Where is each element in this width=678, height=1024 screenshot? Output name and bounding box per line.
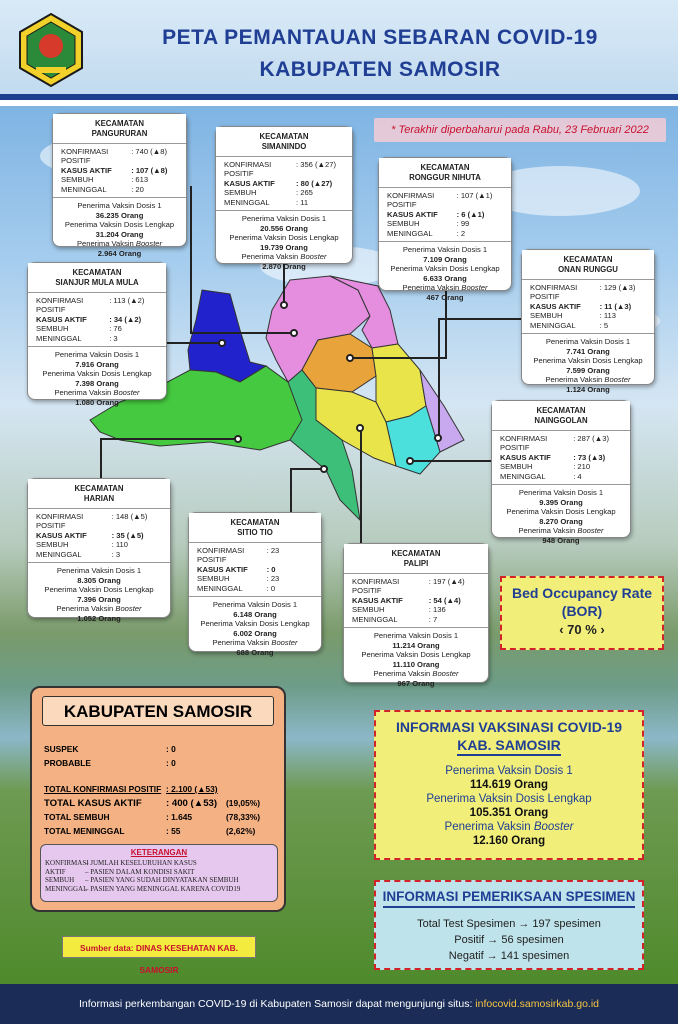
card-title: KECAMATAN SIANJUR MULA MULA (28, 263, 166, 293)
card-title: KECAMATAN PALIPI (344, 544, 488, 574)
card-vaccine: Penerima Vaksin Dosis 1 6.148 Orang Penerima Vaksin Dosis Lengkap 6.002 Orang Penerima Vaksin Booster 688 Orang (200, 600, 310, 657)
marker-nainggolan (406, 457, 414, 465)
card-sitio-tio (188, 512, 322, 657)
card-vaccine: Penerima Vaksin Dosis 1 20.556 Orang Penerima Vaksin Dosis Lengkap 19.739 Orang Penerima Vaksin Booster 2.870 Orang (229, 214, 339, 271)
card-stats: KONFIRMASI POSITIF : 287 (▲3) KASUS AKTIF : 73 (▲3) SEMBUH : 210 MENINGGAL : 4 (492, 431, 630, 485)
card-vaccine: Penerima Vaksin Dosis 1 36.235 Orang Penerima Vaksin Dosis Lengkap 31.204 Orang Penerima Vaksin Booster 2.964 Orang (64, 201, 175, 258)
summary-panel (30, 686, 286, 912)
specimen-positive: Positif → 56 spesimen (454, 934, 564, 946)
card-stats: KONFIRMASI POSITIF : 23 KASUS AKTIF : 0 SEMBUH : 23 MENINGGAL : 0 (189, 543, 321, 597)
leader-sitio-v (290, 468, 292, 514)
card-palipi (343, 543, 489, 688)
marker-harian (234, 435, 242, 443)
card-ronggur-nihuta (378, 157, 512, 302)
legend-box (40, 844, 278, 902)
leader-onan (438, 318, 522, 320)
marker-pangururan (290, 329, 298, 337)
data-source: Sumber data: DINAS KESEHATAN KAB. SAMOSIR (62, 936, 256, 958)
bor-value: ‹ 70 % › (559, 622, 605, 637)
vaccination-panel (374, 710, 644, 860)
vaccination-complete-value: 105.351 Orang (469, 807, 549, 819)
leader-pangururan (190, 186, 192, 334)
vaccination-complete-label: Penerima Vaksin Dosis Lengkap (426, 793, 592, 805)
card-vaccine: Penerima Vaksin Dosis 1 7.109 Orang Penerima Vaksin Dosis Lengkap 6.633 Orang Penerima Vaksin Booster 467 Orang (390, 245, 500, 302)
summary-row-sembuh: TOTAL SEMBUH : 1.645 (78,33%) (44, 812, 260, 822)
card-title: KECAMATAN NAINGGOLAN (492, 401, 630, 431)
card-stats: KONFIRMASI POSITIF : 148 (▲5) KASUS AKTIF : 35 (▲5) SEMBUH : 110 MENINGGAL : 3 (28, 509, 170, 563)
leader-harian (100, 438, 238, 440)
page-title: PETA PEMANTAUAN SEBARAN COVID-19 (162, 26, 598, 49)
marker-simanindo (280, 301, 288, 309)
leader-palipi (360, 428, 362, 544)
samosir-logo (18, 12, 84, 88)
card-vaccine: Penerima Vaksin Dosis 1 11.214 Orang Penerima Vaksin Dosis Lengkap 11.110 Orang Penerima Vaksin Booster 967 Orang (361, 631, 471, 688)
leader-pangururan-h (190, 332, 294, 334)
card-nainggolan (491, 400, 631, 545)
legend-item: MENINGGAL – PASIEN YANG MENINGGAL KARENA COVID19 (45, 884, 241, 893)
specimen-negative: Negatif → 141 spesimen (448, 950, 570, 962)
region-sianjur-mula-mula (188, 290, 266, 382)
bor-title: Bed Occupancy Rate (511, 585, 653, 601)
card-title: KECAMATAN ONAN RUNGGU (522, 250, 654, 280)
marker-sianjur (218, 339, 226, 347)
card-stats: KONFIRMASI POSITIF : 113 (▲2) KASUS AKTIF : 34 (▲2) SEMBUH : 76 MENINGGAL : 3 (28, 293, 166, 347)
card-stats: KONFIRMASI POSITIF : 356 (▲27) KASUS AKTIF : 80 (▲27) SEMBUH : 265 MENINGGAL : 11 (216, 157, 352, 211)
header (0, 0, 678, 100)
footer-link[interactable]: infocovid.samosirkab.go.id (475, 998, 600, 1010)
legend-item: KONFIRMASI – JUMLAH KESELURUHAN KASUS (45, 859, 197, 867)
card-sianjur-mula-mula (27, 262, 167, 407)
vaccination-booster-label: Penerima Vaksin Booster (444, 821, 574, 833)
summary-row-probable: PROBABLE : 0 (44, 758, 176, 768)
card-stats: KONFIRMASI POSITIF : 197 (▲4) KASUS AKTIF : 54 (▲4) SEMBUH : 136 MENINGGAL : 7 (344, 574, 488, 628)
card-vaccine: Penerima Vaksin Dosis 1 7.916 Orang Penerima Vaksin Dosis Lengkap 7.398 Orang Penerima Vaksin Booster 1.080 Orang (42, 350, 152, 407)
marker-ronggur-nihuta (346, 354, 354, 362)
card-stats: KONFIRMASI POSITIF : 107 (▲1) KASUS AKTIF : 6 (▲1) SEMBUH : 99 MENINGGAL : 2 (379, 188, 511, 242)
marker-onan-runggu (434, 434, 442, 442)
page-subtitle: KABUPATEN SAMOSIR (259, 58, 501, 81)
card-onan-runggu (521, 249, 655, 394)
vaccination-subtitle: KAB. SAMOSIR (457, 736, 560, 756)
card-vaccine: Penerima Vaksin Dosis 1 8.305 Orang Penerima Vaksin Dosis Lengkap 7.396 Orang Penerima Vaksin Booster 1.052 Orang (44, 566, 154, 623)
card-harian (27, 478, 171, 623)
vaccination-dose1-label: Penerima Vaksin Dosis 1 (445, 765, 573, 777)
leader-onan-v (438, 318, 440, 438)
leader-harian-v (100, 438, 102, 480)
vaccination-booster-value: 12.160 Orang (472, 835, 546, 847)
card-simanindo (215, 126, 353, 271)
summary-row-meninggal: TOTAL MENINGGAL : 55 (2,62%) (44, 826, 256, 836)
card-title: KECAMATAN HARIAN (28, 479, 170, 509)
card-title: KECAMATAN SITIO TIO (189, 513, 321, 543)
card-stats: KONFIRMASI POSITIF : 740 (▲8) KASUS AKTIF : 107 (▲8) SEMBUH : 613 MENINGGAL : 20 (53, 144, 186, 198)
specimen-panel (374, 880, 644, 970)
card-vaccine: Penerima Vaksin Dosis 1 9.395 Orang Penerima Vaksin Dosis Lengkap 8.270 Orang Penerima Vaksin Booster 948 Orang (506, 488, 616, 545)
bor-panel (500, 576, 664, 650)
summary-row-aktif: TOTAL KASUS AKTIF : 400 (▲53) (19,05%) (44, 798, 260, 809)
footer-text: Informasi perkembangan COVID-19 di Kabupaten Samosir dapat mengunjungi situs: (78, 998, 476, 1010)
card-title: KECAMATAN RONGGUR NIHUTA (379, 158, 511, 188)
summary-row-konfirmasi: TOTAL KONFIRMASI POSITIF : 2.100 (▲53) (44, 784, 218, 794)
legend-item: AKTIF – PASIEN DALAM KONDISI SAKIT (45, 867, 195, 876)
bor-subtitle: (BOR) (561, 603, 603, 619)
specimen-total: Total Test Spesimen → 197 spesimen (417, 918, 601, 930)
card-pangururan (52, 113, 187, 258)
specimen-title: INFORMASI PEMERIKSAAN SPESIMEN (383, 888, 636, 908)
marker-sitio-tio (320, 465, 328, 473)
leader-nainggolan (412, 460, 492, 462)
summary-row-suspek: SUSPEK : 0 (44, 744, 176, 754)
card-title: KECAMATAN SIMANINDO (216, 127, 352, 157)
legend-title: KETERANGAN (130, 848, 188, 857)
vaccination-title: INFORMASI VAKSINASI COVID-19 (395, 719, 623, 735)
footer (0, 984, 678, 1024)
summary-title: KABUPATEN SAMOSIR (42, 696, 274, 726)
card-vaccine: Penerima Vaksin Dosis 1 7.741 Orang Penerima Vaksin Dosis Lengkap 7.599 Orang Penerima Vaksin Booster 1.124 Orang (533, 337, 643, 394)
card-title: KECAMATAN PANGURURAN (53, 114, 186, 144)
leader-ronggur-h (352, 357, 447, 359)
last-updated-note: * Terakhir diperbaharui pada Rabu, 23 Februari 2022 (374, 118, 666, 142)
marker-palipi (356, 424, 364, 432)
legend-item: SEMBUH – PASIEN YANG SUDAH DINYATAKAN SEMBUH (45, 876, 239, 885)
card-stats: KONFIRMASI POSITIF : 129 (▲3) KASUS AKTIF : 11 (▲3) SEMBUH : 113 MENINGGAL : 5 (522, 280, 654, 334)
leader-sianjur (166, 342, 222, 344)
vaccination-dose1-value: 114.619 Orang (470, 779, 548, 791)
